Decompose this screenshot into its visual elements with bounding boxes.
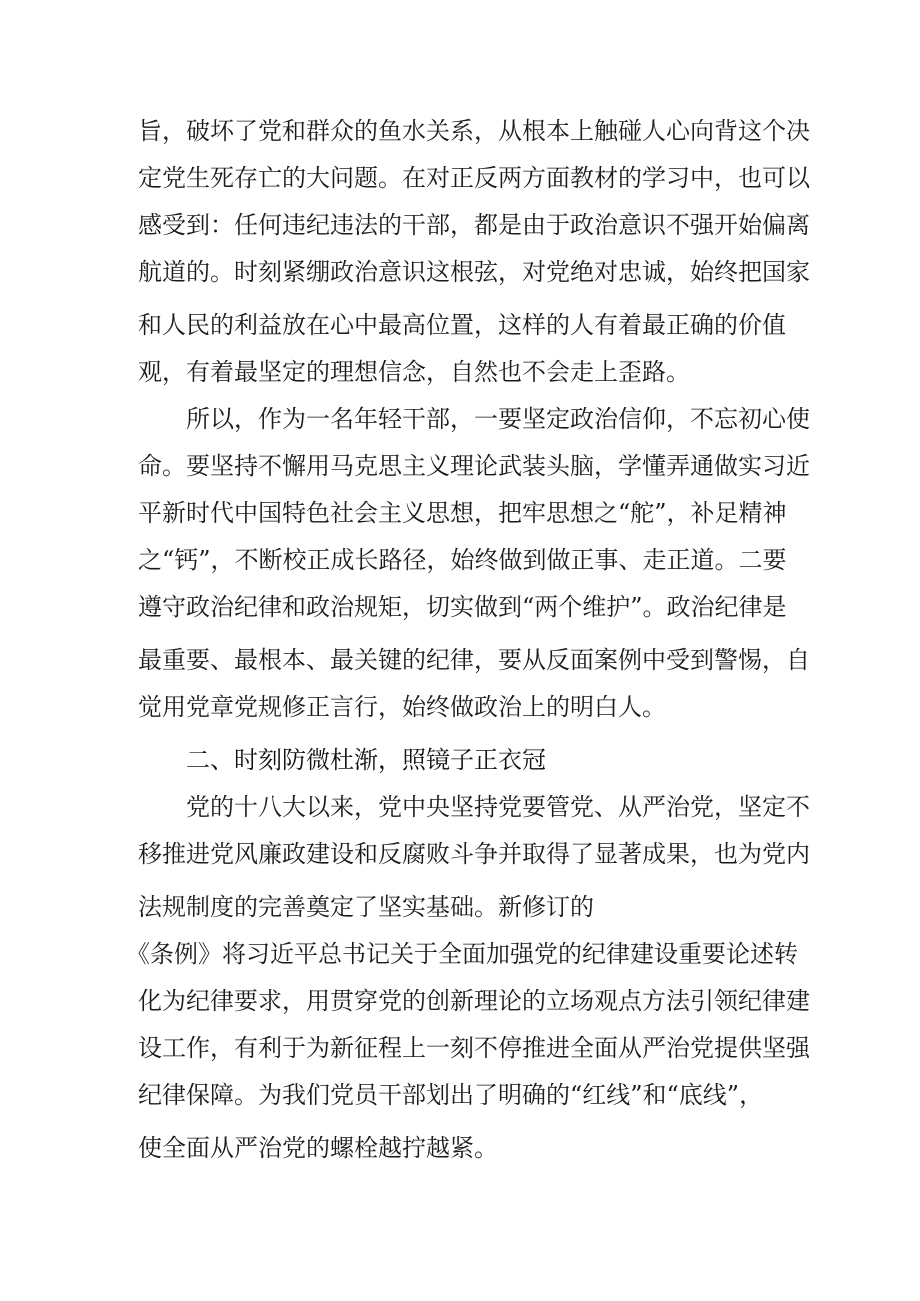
paragraph-2-line-6: 最重要、最根本、最关键的纪律，要从反面案例中受到警惕，自 (138, 646, 810, 674)
paragraph-2-line-3: 平新时代中国特色社会主义思想，把牢思想之“舵”，补足精神 (138, 499, 787, 527)
paragraph-2-line-7: 觉用党章党规修正言行，始终做政治上的明白人。 (138, 693, 666, 721)
paragraph-1-line-2: 定党生死存亡的大问题。在对正反两方面教材的学习中，也可以 (138, 164, 810, 192)
paragraph-3-line-6: 设工作，有利于为新征程上一刻不停推进全面从严治党提供坚强 (138, 1034, 810, 1062)
paragraph-1-line-4: 航道的。时刻紧绷政治意识这根弦，对党绝对忠诚，始终把国家 (138, 258, 810, 286)
paragraph-1-line-3: 感受到：任何违纪违法的干部，都是由于政治意识不强开始偏离 (138, 211, 810, 239)
paragraph-1-line-6: 观，有着最坚定的理想信念，自然也不会走上歪路。 (138, 358, 690, 386)
paragraph-1-line-5: 和人民的利益放在心中最高位置，这样的人有着最正确的价值 (138, 311, 786, 339)
paragraph-3-line-2: 移推进党风廉政建设和反腐败斗争并取得了显著成果，也为党内 (138, 840, 810, 868)
paragraph-1-line-1: 旨，破坏了党和群众的鱼水关系，从根本上触碰人心向背这个决 (138, 117, 810, 145)
paragraph-3-line-1: 党的十八大以来，党中央坚持党要管党、从严治党，坚定不 (186, 793, 810, 821)
paragraph-3-line-7: 纪律保障。为我们党员干部划出了明确的“红线”和“底线”， (138, 1081, 764, 1109)
paragraph-2-line-4: 之“钙”，不断校正成长路径，始终做到做正事、走正道。二要 (138, 546, 787, 574)
paragraph-2-line-5: 遵守政治纪律和政治规矩，切实做到“两个维护”。政治纪律是 (138, 593, 787, 621)
paragraph-3-line-5: 化为纪律要求，用贯穿党的创新理论的立场观点方法引领纪律建 (138, 987, 810, 1015)
paragraph-2-line-2: 命。要坚持不懈用马克思主义理论武装头脑，学懂弄通做实习近 (138, 452, 810, 480)
section-heading: 二、时刻防微杜渐，照镜子正衣冠 (186, 746, 546, 774)
paragraph-3-line-3: 法规制度的完善奠定了坚实基础。新修订的 (138, 893, 594, 921)
paragraph-2-line-1: 所以，作为一名年轻干部，一要坚定政治信仰，不忘初心使 (186, 405, 810, 433)
paragraph-3-line-8: 使全面从严治党的螺栓越拧越紧。 (138, 1134, 498, 1162)
paragraph-3-line-4: 《条例》将习近平总书记关于全面加强党的纪律建设重要论述转 (126, 940, 798, 968)
